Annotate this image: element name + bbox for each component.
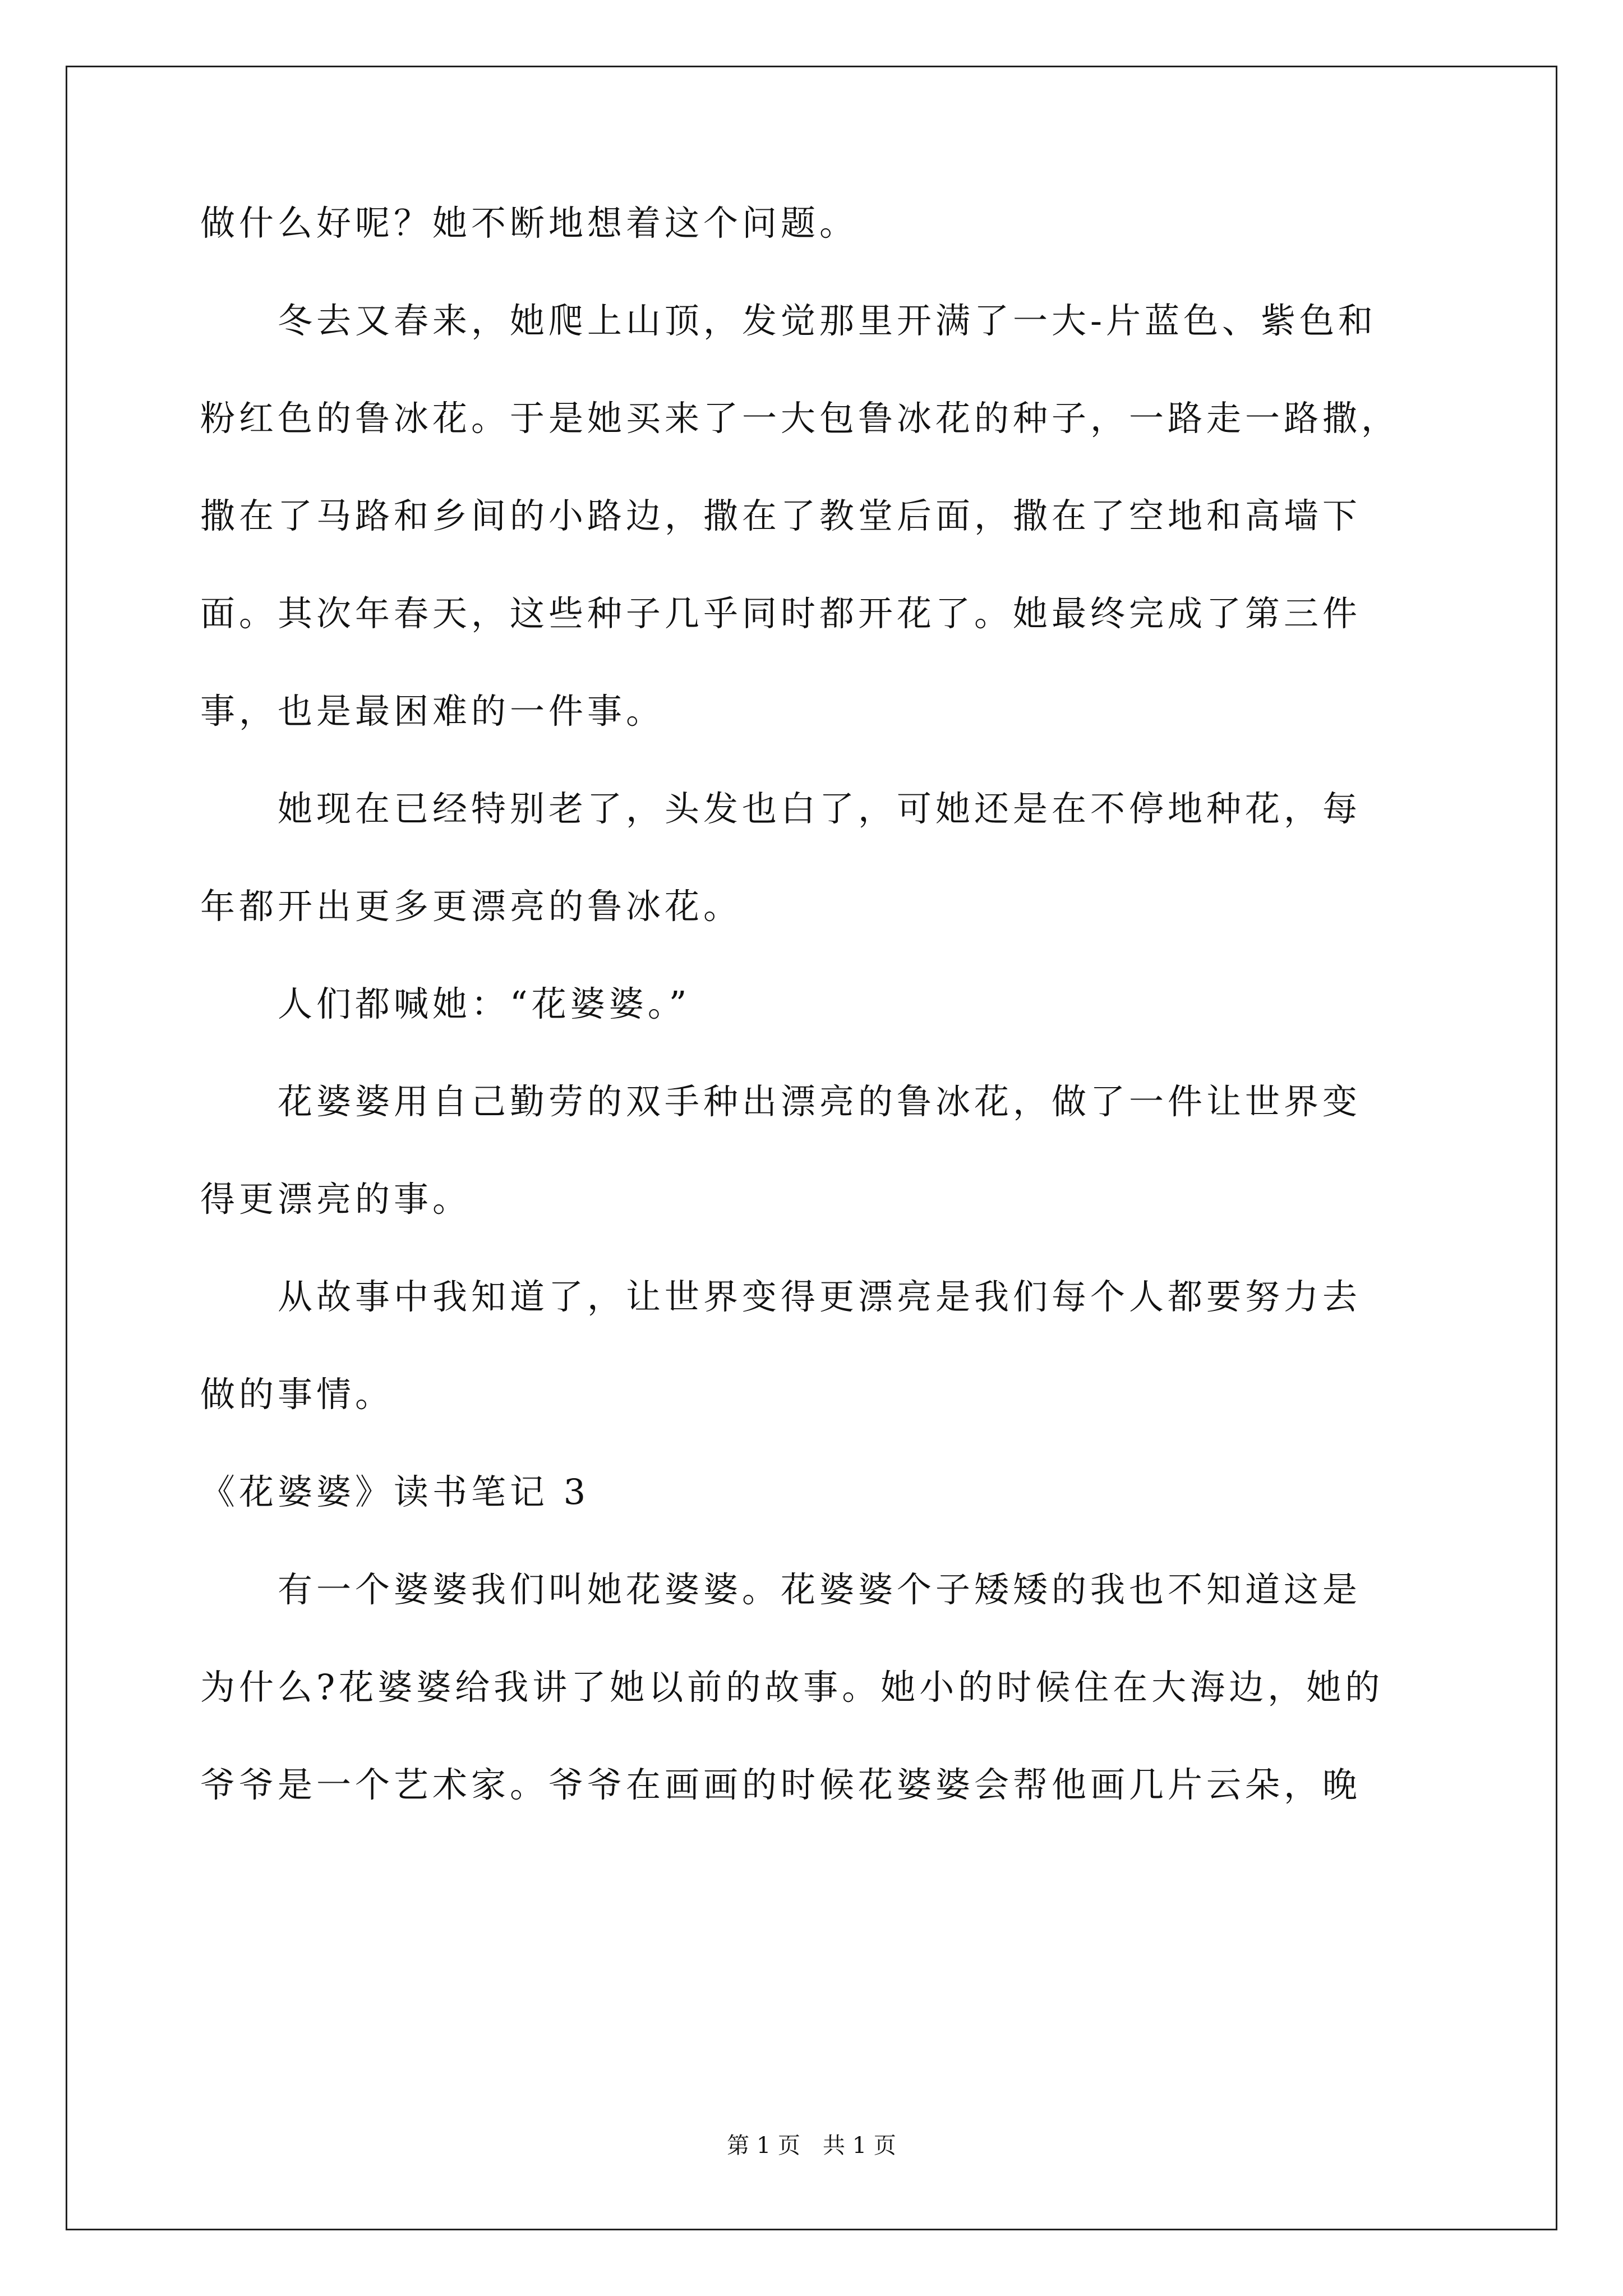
text-line: 得更漂亮的事。 xyxy=(200,1179,472,1220)
text-line: 冬去又春来，她爬上山顶，发觉那里开满了一大-片蓝色、紫色和 xyxy=(200,300,1377,341)
text-line: 做的事情。 xyxy=(200,1374,394,1415)
text-line: 人们都喊她：“花婆婆。” xyxy=(200,983,691,1024)
text-line: 爷爷是一个艺术家。爷爷在画画的时候花婆婆会帮他画几片云朵，晚 xyxy=(200,1764,1362,1805)
text-line: 年都开出更多更漂亮的鲁冰花。 xyxy=(200,886,743,927)
text-line: 花婆婆用自己勤劳的双手种出漂亮的鲁冰花，做了一件让世界变 xyxy=(200,1081,1362,1122)
text-line: 粉红色的鲁冰花。于是她买来了一大包鲁冰花的种子，一路走一路撒， xyxy=(200,398,1400,439)
text-line: 为什么?花婆婆给我讲了她以前的故事。她小的时候住在大海边，她的 xyxy=(200,1667,1384,1708)
text-line: 面。其次年春天，这些种子几乎同时都开花了。她最终完成了第三件 xyxy=(200,593,1362,634)
page-number-footer: 第 1 页 共 1 页 xyxy=(727,2133,896,2159)
page-border xyxy=(66,66,1557,2230)
text-line: 从故事中我知道了，让世界变得更漂亮是我们每个人都要努力去 xyxy=(200,1276,1362,1317)
text-line: 做什么好呢？她不断地想着这个问题。 xyxy=(200,203,859,243)
text-line: 事，也是最困难的一件事。 xyxy=(200,691,665,731)
text-line: 她现在已经特别老了，头发也白了，可她还是在不停地种花，每 xyxy=(200,788,1362,829)
text-line: 有一个婆婆我们叫她花婆婆。花婆婆个子矮矮的我也不知道这是 xyxy=(200,1569,1362,1610)
section-heading: 《花婆婆》读书笔记 3 xyxy=(200,1471,590,1512)
text-line: 撒在了马路和乡间的小路边，撒在了教堂后面，撒在了空地和高墙下 xyxy=(200,495,1362,536)
